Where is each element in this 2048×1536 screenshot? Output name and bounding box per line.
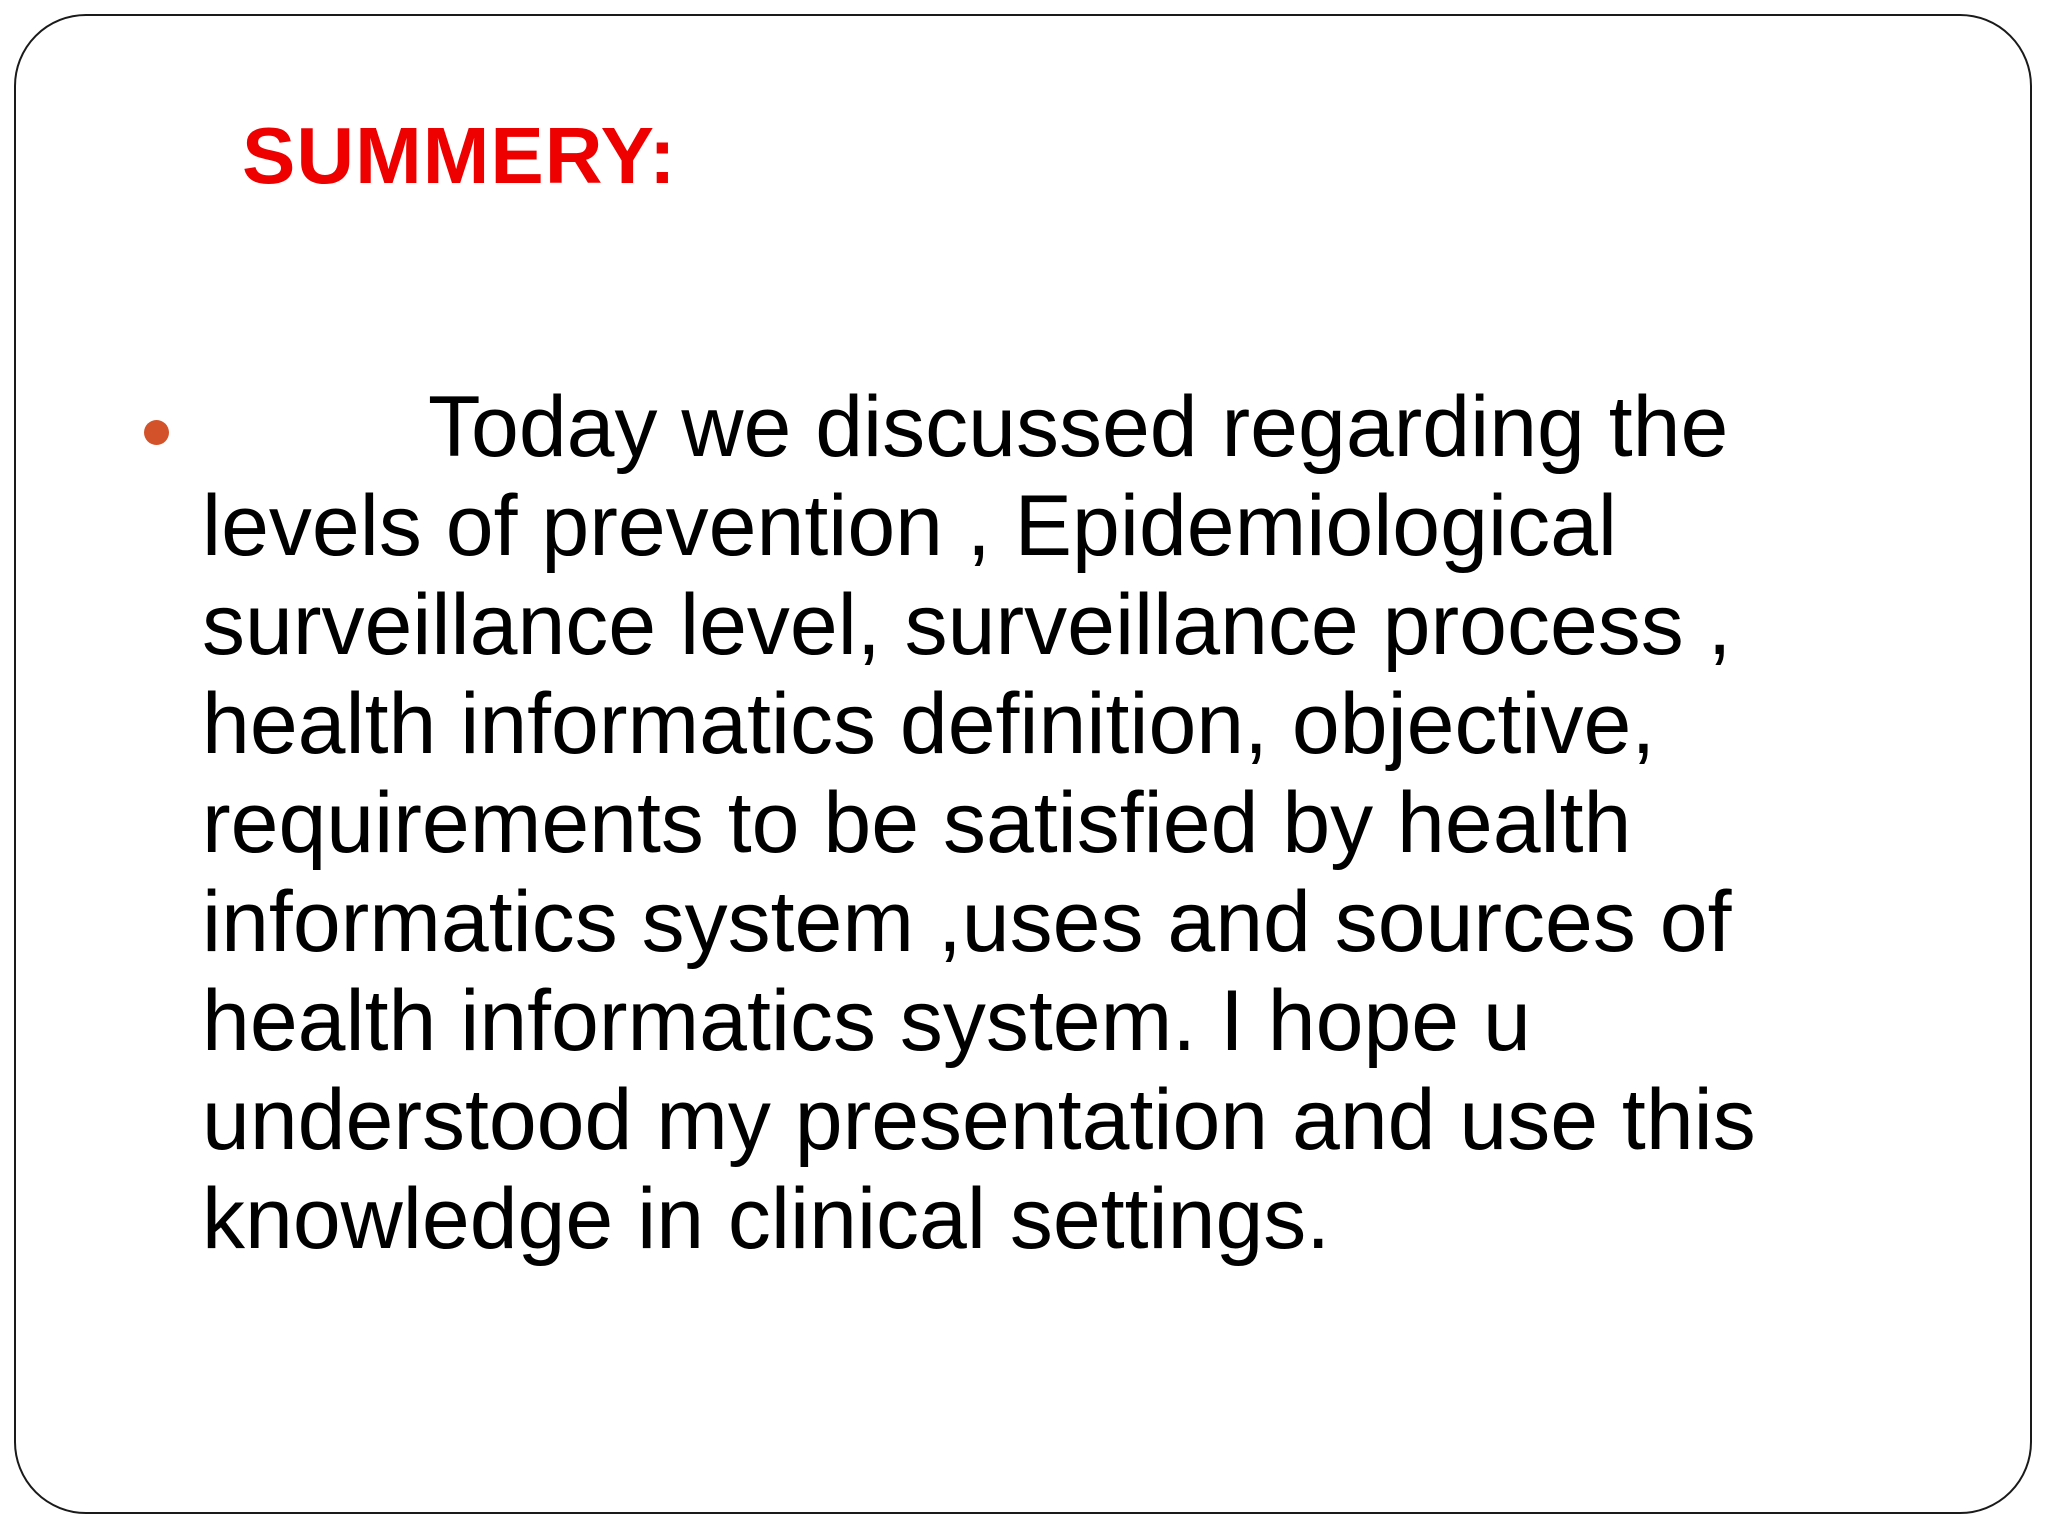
bullet-text-line: surveillance level, surveillance process ,	[202, 577, 1732, 673]
bullet-text-line: levels of prevention , Epidemiological	[202, 478, 1618, 574]
bullet-text-line: health informatics system. I hope u	[202, 973, 1531, 1069]
bullet-text-line: understood my presentation and use this	[202, 1072, 1756, 1168]
bullet-text-line: knowledge in clinical settings.	[202, 1171, 1331, 1267]
bullet-text-line: Today we discussed regarding the	[428, 379, 1729, 475]
slide-frame	[14, 14, 2032, 1514]
bullet-item	[136, 378, 1896, 1269]
bullet-text	[202, 378, 1896, 1269]
bullet-text-line: informatics system ,uses and sources of	[202, 874, 1732, 970]
bullet-dot-icon	[144, 420, 169, 445]
bullet-text-line: health informatics definition, objective,	[202, 676, 1656, 772]
slide-title: SUMMERY:	[242, 111, 677, 200]
bullet-text-line: requirements to be satisfied by health	[202, 775, 1632, 871]
bullet-list	[136, 378, 1896, 1269]
